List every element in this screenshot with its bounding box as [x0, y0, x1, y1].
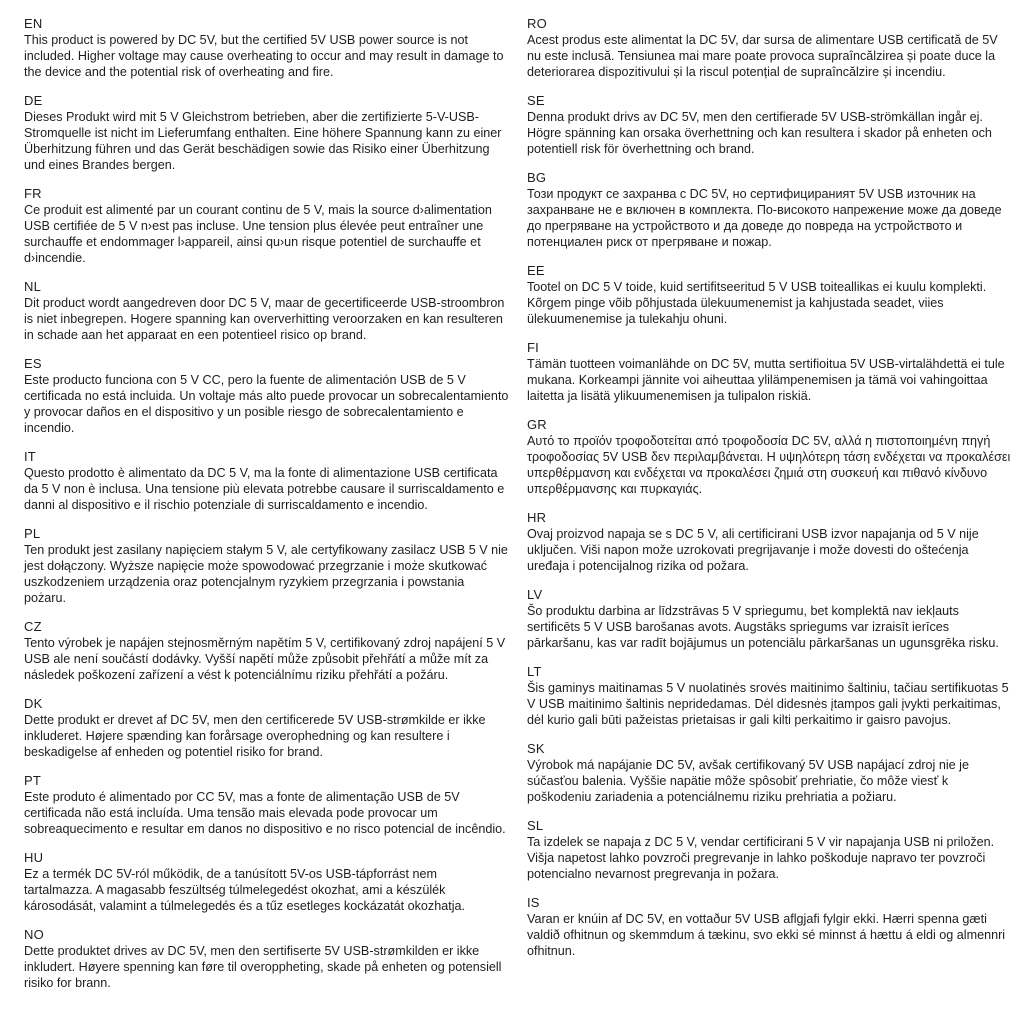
warning-text: Questo prodotto è alimentato da DC 5 V, ma la fonte di alimentazione USB certificata da 5 V non è inclusa. Una tensione più elevata potrebbe causare il surriscaldamento e danni al dispositivo e il rischio potenziale di surriscaldamento e incendio. — [24, 466, 505, 512]
language-section-bg — [527, 170, 1012, 250]
language-section-it — [24, 449, 509, 513]
language-section-lt — [527, 664, 1012, 728]
warning-text: Този продукт се захранва с DC 5V, но сертифицираният 5V USB източник на захранване не е включен в комплекта. По-високото напрежение може да доведе до прегряване на устройството и да доведе до повреда на устройството и потенциален риск от прегряване и пожар. — [527, 187, 1002, 249]
language-section-nl — [24, 279, 509, 343]
language-section-hr — [527, 510, 1012, 574]
language-code-label: NO — [24, 927, 44, 942]
warning-text: Ez a termék DC 5V-ról működik, de a tanúsított 5V-os USB-tápforrást nem tartalmazza. A magasabb feszültség túlmelegedést okozhat, ami a készülék károsodását, valamint a túlmelegedés és a tűz esetleges kockázatát okozhatja. — [24, 867, 466, 913]
language-code-label: LV — [527, 587, 543, 602]
warning-text: Dette produktet drives av DC 5V, men den sertifiserte 5V USB-strømkilden er ikke inkludert. Høyere spenning kan føre til overoppheting, skade på enheten og potensiell risiko for brann. — [24, 944, 502, 990]
warning-text: Ovaj proizvod napaja se s DC 5 V, ali certificirani USB izvor napajanja od 5 V nije uključen. Viši napon može uzrokovati pregrijavanje i može dovesti do oštećenja uređaja i potencijalnog rizika od požara. — [527, 527, 979, 573]
language-section-lv — [527, 587, 1012, 651]
warning-text: Dieses Produkt wird mit 5 V Gleichstrom betrieben, aber die zertifizierte 5-V-USB-Stromquelle ist nicht im Lieferumfang enthalten. Eine höhere Spannung kann zu einer Überhitzung führen und das Gerät beschädigen sowie das Risiko einer Überhitzung und eines Brandes bergen. — [24, 110, 502, 172]
language-code-label: HU — [24, 850, 44, 865]
warning-text: Este produto é alimentado por CC 5V, mas a fonte de alimentação USB de 5V certificada não está incluída. Uma tensão mais elevada pode provocar um sobreaquecimento e resultar em danos no dispositivo e no risco potencial de incêndio. — [24, 790, 506, 836]
language-code-label: CZ — [24, 619, 42, 634]
warning-text: Šo produktu darbina ar līdzstrāvas 5 V spriegumu, bet komplektā nav iekļauts sertificēts 5 V USB barošanas avots. Augstāks spriegums var izraisīt ierīces pārkaršanu, kas var radīt bojājumus un potenciālu pārkaršanas un ugunsgrēka risku. — [527, 604, 999, 650]
warning-text: Šis gaminys maitinamas 5 V nuolatinės srovės maitinimo šaltiniu, tačiau sertifikuotas 5 V USB maitinimo šaltinis nepridedamas. Dėl didesnės įtampos gali įvykti perkaitimas, dėl kurio gali būti pažeistas prietaisas ir gali kilti perkaitimo ir gaisro pavojus. — [527, 681, 1009, 727]
warning-text: Tämän tuotteen voimanlähde on DC 5V, mutta sertifioitua 5V USB-virtalähdettä ei tule mukana. Korkeampi jännite voi aiheuttaa ylilämpenemisen ja tämä voi vahingoittaa laitetta ja lisätä ylikuumenemisen ja tulipalon riskiä. — [527, 357, 1005, 403]
warning-text: Ce produit est alimenté par un courant continu de 5 V, mais la source d›alimentation USB certifiée de 5 V n›est pas incluse. Une tension plus élevée peut entraîner une surchauffe et endommager l›appareil, ainsi qu›un risque potentiel de surchauffe et d›incendie. — [24, 203, 492, 265]
warning-text: Výrobok má napájanie DC 5V, avšak certifikovaný 5V USB napájací zdroj nie je súčasťou balenia. Vyššie napätie môže spôsobiť prehriatie, čo môže viesť k poškodeniu zariadenia a potenciálnemu riziku prehriatia a požiaru. — [527, 758, 969, 804]
warning-text: Ten produkt jest zasilany napięciem stałym 5 V, ale certyfikowany zasilacz USB 5 V nie jest dołączony. Wyższe napięcie może spowodować przegrzanie i może skutkować uszkodzeniem urządzenia oraz potencjalnym ryzykiem przegrzania i powstania pożaru. — [24, 543, 508, 605]
language-code-label: SL — [527, 818, 544, 833]
language-code-label: ES — [24, 356, 42, 371]
warning-text: Acest produs este alimentat la DC 5V, dar sursa de alimentare USB certificată de 5V nu este inclusă. Tensiunea mai mare poate provoca supraîncălzirea și poate duce la deteriorarea dispozitivului și la riscul potențial de supraîncălzire și incendiu. — [527, 33, 998, 79]
language-section-fi — [527, 340, 1012, 404]
language-code-label: SE — [527, 93, 545, 108]
warning-text: Tootel on DC 5 V toide, kuid sertifitseeritud 5 V USB toiteallikas ei kuulu komplekti. Kõrgem pinge võib põhjustada ülekuumenemist ja kahjustada seadet, viies ülekuumenemise ja tulekahju ohuni. — [527, 280, 987, 326]
language-section-de — [24, 93, 509, 173]
language-code-label: DE — [24, 93, 43, 108]
language-section-pl — [24, 526, 509, 606]
warning-text: Este producto funciona con 5 V CC, pero la fuente de alimentación USB de 5 V certificada no está incluida. Un voltaje más alto puede provocar un sobrecalentamiento y provocar daños en el dispositivo y un posible riesgo de sobrecalentamiento e incendio. — [24, 373, 509, 435]
warning-text: Tento výrobek je napájen stejnosměrným napětím 5 V, certifikovaný zdroj napájení 5 V USB ale není součástí dodávky. Vyšší napětí může způsobit přehřátí a může mít za následek poškození zařízení a vést k potenciálnímu riziku přehřátí a požáru. — [24, 636, 506, 682]
warning-text: Dit product wordt aangedreven door DC 5 V, maar de gecertificeerde USB-stroombron is niet inbegrepen. Hogere spanning kan oververhitting veroorzaken en kan resulteren in schade aan het apparaat en een potentieel risico op brand. — [24, 296, 505, 342]
language-code-label: HR — [527, 510, 547, 525]
language-section-cz — [24, 619, 509, 683]
warning-text: Varan er knúin af DC 5V, en vottaður 5V USB aflgjafi fylgir ekki. Hærri spenna gæti valdið ofhitnun og skemmdum á tækinu, svo ekki sé minnst á hættu á eldi og almennri ofhitnun. — [527, 912, 1006, 958]
language-code-label: PT — [24, 773, 42, 788]
language-section-no — [24, 927, 509, 991]
language-section-en — [24, 16, 509, 80]
warning-text: Dette produkt er drevet af DC 5V, men den certificerede 5V USB-strømkilde er ikke inkluderet. Højere spænding kan forårsage overophedning og kan resultere i beskadigelse af enheden og potentiel risiko for brand. — [24, 713, 486, 759]
language-section-hu — [24, 850, 509, 914]
language-section-dk — [24, 696, 509, 760]
warning-text: This product is powered by DC 5V, but the certified 5V USB power source is not included. Higher voltage may cause overheating to occur and may result in damage to the device and the potential risk of overheating and fire. — [24, 33, 504, 79]
language-section-sk — [527, 741, 1012, 805]
language-section-sl — [527, 818, 1012, 882]
language-section-is — [527, 895, 1012, 959]
left-column — [24, 16, 509, 1024]
right-column — [527, 16, 1012, 1024]
language-code-label: BG — [527, 170, 547, 185]
language-section-gr — [527, 417, 1012, 497]
language-code-label: IT — [24, 449, 36, 464]
language-code-label: GR — [527, 417, 547, 432]
language-code-label: EE — [527, 263, 545, 278]
language-code-label: RO — [527, 16, 547, 31]
language-section-fr — [24, 186, 509, 266]
language-code-label: PL — [24, 526, 41, 541]
language-code-label: FI — [527, 340, 539, 355]
language-section-ee — [527, 263, 1012, 327]
warning-text: Ta izdelek se napaja z DC 5 V, vendar certificirani 5 V vir napajanja USB ni priložen. Višja napetost lahko povzroči pregrevanje in lahko poškoduje napravo ter povzroči potencialno nevarnost pregrevanja in požara. — [527, 835, 995, 881]
language-code-label: SK — [527, 741, 545, 756]
warning-text: Αυτό το προϊόν τροφοδοτείται από τροφοδοσία DC 5V, αλλά η πιστοποιημένη πηγή τροφοδοσίας 5V USB δεν περιλαμβάνεται. Η υψηλότερη τάση ενδέχεται να προκαλέσει υπερθέρμανση και ενδέχεται να προκαλέσει ζημιά στη συσκευή και πιθανό κίνδυνο υπερθέρμανσης και πυρκαγιάς. — [527, 434, 1011, 496]
language-code-label: LT — [527, 664, 542, 679]
language-code-label: DK — [24, 696, 43, 711]
language-code-label: NL — [24, 279, 42, 294]
language-code-label: FR — [24, 186, 42, 201]
language-section-ro — [527, 16, 1012, 80]
language-section-es — [24, 356, 509, 436]
language-code-label: EN — [24, 16, 43, 31]
language-section-se — [527, 93, 1012, 157]
warning-text: Denna produkt drivs av DC 5V, men den certifierade 5V USB-strömkällan ingår ej. Högre spänning kan orsaka överhettning och kan resultera i skador på enheten och potentiell risk för överhettning och brand. — [527, 110, 992, 156]
language-code-label: IS — [527, 895, 540, 910]
language-section-pt — [24, 773, 509, 837]
